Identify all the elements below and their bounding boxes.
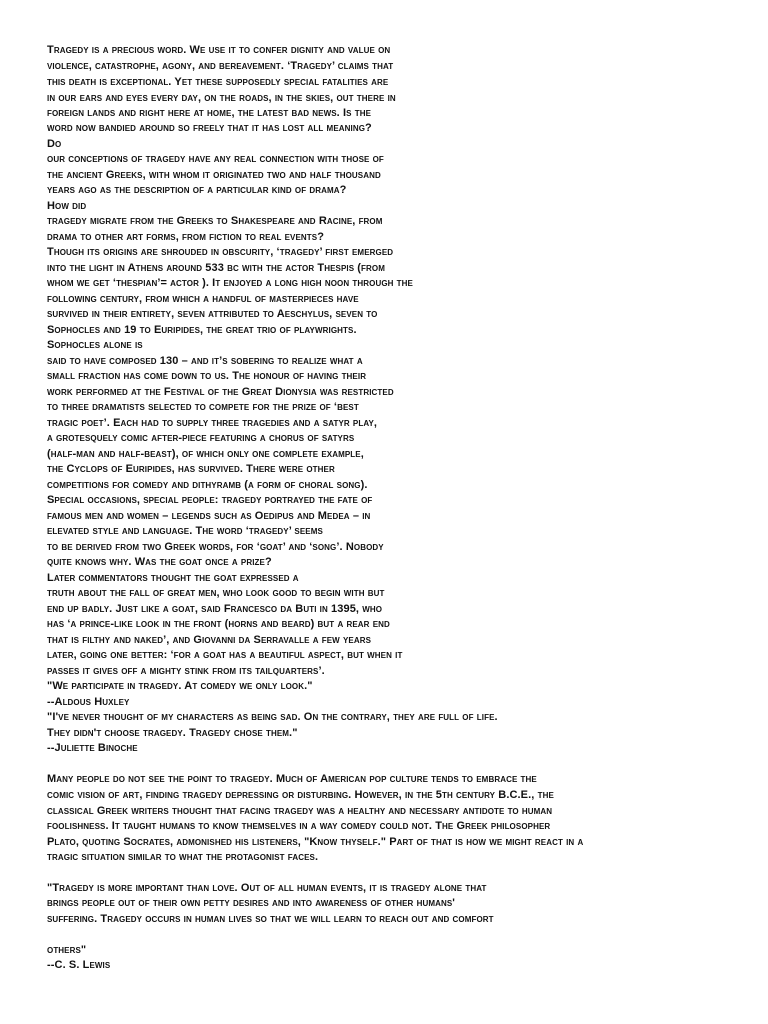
- text-line: word now bandied around so freely that it has lost all meaning?: [47, 122, 372, 134]
- text-line: passes it gives off a mighty stink from its tailquarters’.: [47, 665, 325, 677]
- text-line: has ‘a prince-like look in the front (horns and beard) but a rear end: [47, 618, 390, 630]
- text-line: in our ears and eyes every day, on the roads, in the skies, out there in: [47, 92, 396, 104]
- text-line: survived in their entirety, seven attributed to Aeschylus, seven to: [47, 308, 378, 320]
- text-line: Special occasions, special people: tragedy portrayed the fate of: [47, 494, 373, 506]
- text-line: Tragedy is a precious word. We use it to confer dignity and value on: [47, 44, 391, 56]
- text-line: Many people do not see the point to tragedy. Much of American pop culture tends to embrace the: [47, 773, 537, 785]
- text-line: said to have composed 130 – and it’s sobering to realize what a: [47, 355, 363, 367]
- text-line: violence, catastrophe, agony, and bereavement. ‘Tragedy’ claims that: [47, 60, 394, 72]
- text-line: --Juliette Binoche: [47, 742, 138, 754]
- text-line: "We participate in tragedy. At comedy we only look.": [47, 680, 313, 692]
- text-line: truth about the fall of great men, who look good to begin with but: [47, 587, 385, 599]
- text-line: drama to other art forms, from fiction to real events?: [47, 231, 325, 243]
- text-line: Sophocles and 19 to Euripides, the great trio of playwrights.: [47, 324, 357, 336]
- text-line: work performed at the Festival of the Great Dionysia was restricted: [47, 386, 394, 398]
- text-line: competitions for comedy and dithyramb (a form of choral song).: [47, 479, 368, 491]
- text-line: small fraction has come down to us. The honour of having their: [47, 370, 367, 382]
- text-line: this death is exceptional. Yet these supposedly special fatalities are: [47, 76, 389, 88]
- text-line: They didn't choose tragedy. Tragedy chose them.": [47, 727, 298, 739]
- text-line: to three dramatists selected to compete for the prize of ‘best: [47, 401, 359, 413]
- text-line: the ancient Greeks, with whom it originated two and half thousand: [47, 169, 381, 181]
- text-line: (half-man and half-beast), of which only one complete example,: [47, 448, 364, 460]
- text-line: quite knows why. Was the goat once a prize?: [47, 556, 272, 568]
- text-line: Later commentators thought the goat expressed a: [47, 572, 299, 584]
- text-line: years ago as the description of a particular kind of drama?: [47, 184, 347, 196]
- text-line: famous men and women – legends such as Oedipus and Medea – in: [47, 510, 371, 522]
- text-line: Plato, quoting Socrates, admonished his listeners, "Know thyself." Part of that is how we might react in a: [47, 836, 584, 848]
- text-line: whom we get ‘thespian’= actor ). It enjoyed a long high noon through the: [47, 277, 413, 289]
- text-line: tragedy migrate from the Greeks to Shakespeare and Racine, from: [47, 215, 383, 227]
- text-line: the Cyclops of Euripides, has survived. There were other: [47, 463, 335, 475]
- text-line: "Tragedy is more important than love. Out of all human events, it is tragedy alone that: [47, 882, 487, 894]
- text-line: our conceptions of tragedy have any real connection with those of: [47, 153, 384, 165]
- text-line: suffering. Tragedy occurs in human lives so that we will learn to reach out and comfort: [47, 913, 494, 925]
- text-line: classical Greek writers thought that facing tragedy was a healthy and necessary antidote to human: [47, 805, 553, 817]
- text-line: into the light in Athens around 533 bc with the actor Thespis (from: [47, 262, 386, 274]
- text-line: How did: [47, 200, 87, 212]
- text-line: others": [47, 944, 87, 956]
- text-line: later, going one better: ‘for a goat has a beautiful aspect, but when it: [47, 649, 403, 661]
- text-line: brings people out of their own petty desires and into awareness of other humans': [47, 897, 455, 909]
- text-line: Though its origins are shrouded in obscurity, ‘tragedy’ first emerged: [47, 246, 394, 258]
- text-line: "I've never thought of my characters as being sad. On the contrary, they are full of life.: [47, 711, 498, 723]
- text-line: --C. S. Lewis: [47, 959, 111, 971]
- text-line: following century, from which a handful of masterpieces have: [47, 293, 359, 305]
- text-line: comic vision of art, finding tragedy depressing or disturbing. However, in the 5th century B.C.E., the: [47, 789, 554, 801]
- text-line: Sophocles alone is: [47, 339, 143, 351]
- text-line: that is filthy and naked’, and Giovanni da Serravalle a few years: [47, 634, 372, 646]
- text-line: tragic situation similar to what the protagonist faces.: [47, 851, 319, 863]
- text-line: a grotesquely comic after-piece featuring a chorus of satyrs: [47, 432, 355, 444]
- text-line: tragic poet’. Each had to supply three tragedies and a satyr play,: [47, 417, 378, 429]
- text-line: foolishness. It taught humans to know themselves in a way comedy could not. The Greek philosopher: [47, 820, 551, 832]
- text-line: Do: [47, 138, 62, 150]
- text-line: --Aldous Huxley: [47, 696, 130, 708]
- text-line: foreign lands and right here at home, the latest bad news. Is the: [47, 107, 372, 119]
- text-line: elevated style and language. The word ‘tragedy’ seems: [47, 525, 323, 537]
- text-line: to be derived from two Greek words, for ‘goat’ and ‘song’. Nobody: [47, 541, 384, 553]
- text-line: end up badly. Just like a goat, said Francesco da Buti in 1395, who: [47, 603, 383, 615]
